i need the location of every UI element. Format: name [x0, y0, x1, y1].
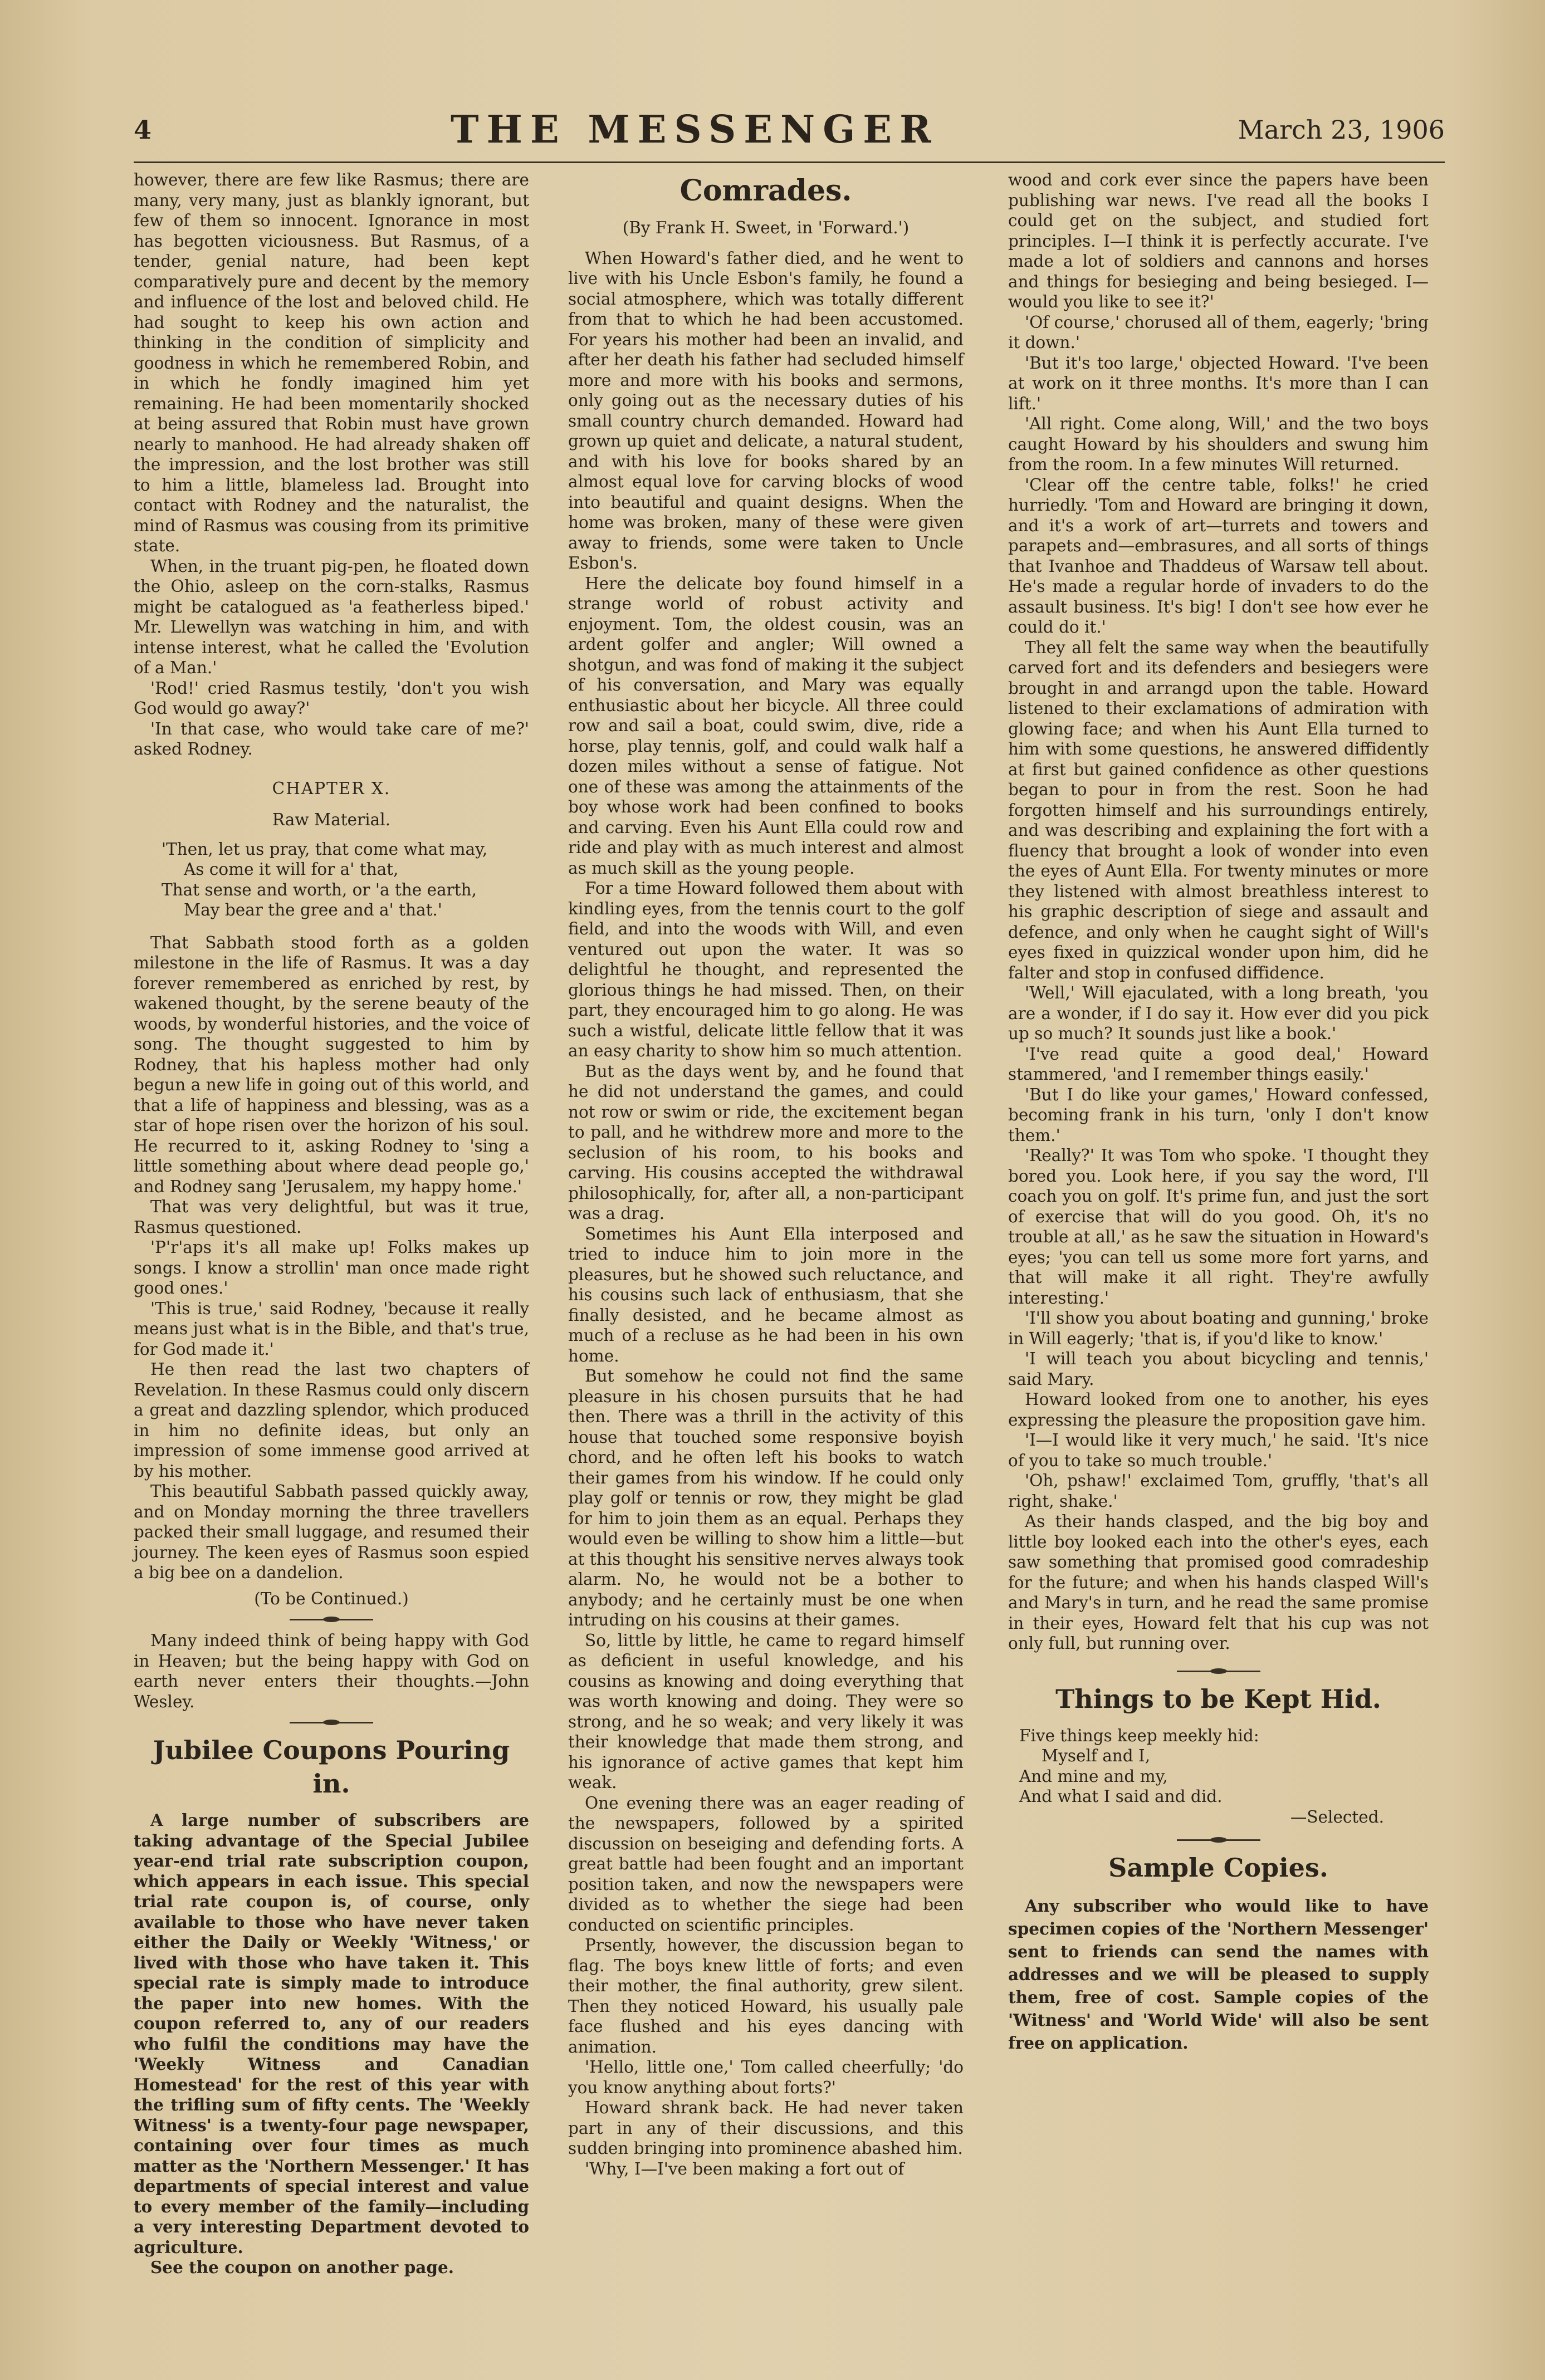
paragraph: They all felt the same way when the beautifully carved fort and its defenders and besiegers were brought in and arrangd upon the table. Howard listened to their exclamations of admiration with glowing face; and when his Aunt Ella turned to him with some questions, he answered diffidently at first but gained confidence as other questions began to pour in from the rest. Soon he had forgotten himself and his surroundings entirely, and was describing and explaining the fort with a fluency that brought a look of wonder into even the eyes of Aunt Ella. For twenty minutes or more they listened with almost breathless interest to his graphic description of siege and assault and defence, and only when he caught sight of Will's eyes fixed in quizzical wonder upon him, did he falter and stop in confused diffidence. — [1008, 638, 1429, 982]
paragraph: 'In that case, who would take care of me?' asked Rodney. — [134, 719, 529, 758]
paragraph: 'Well,' Will ejaculated, with a long breath, 'you are a wonder, if I do say it. How ever did you pick up so much? It sounds just like a book.' — [1008, 983, 1429, 1043]
things-credit: —Selected. — [1290, 1807, 1384, 1826]
paragraph: 'P'r'aps it's all make up! Folks makes up songs. I know a strollin' man once made right good ones.' — [134, 1238, 529, 1297]
paragraph: wood and cork ever since the papers have been publishing war news. I've read all the books I could get on the subject, and studied fort principles. I—I think it is perfectly accurate. I've made a lot of soldiers and cannons and horses and things for besieging and being besieged. I—would you like to see it?' — [1008, 170, 1429, 311]
paragraph: 'Why, I—I've been making a fort out of — [585, 2159, 904, 2178]
paragraph: 'This is true,' said Rodney, 'because it really means just what is in the Bible, and that's true, for God made it.' — [134, 1299, 529, 1359]
separator-rule — [1177, 1839, 1260, 1841]
separator-rule — [290, 1722, 373, 1723]
header-rule — [134, 161, 1445, 163]
paragraph: When, in the truant pig-pen, he floated down the Ohio, asleep on the corn-stalks, Rasmus might be catalogued as 'a featherless biped.' Mr. Llewellyn was watching in him, and with intense interest, what he called the 'Evolution of a Man.' — [134, 556, 529, 677]
byline: (By Frank H. Sweet, in 'Forward.') — [622, 218, 910, 237]
paragraph: 'Oh, pshaw!' exclaimed Tom, gruffly, 'that's all right, shake.' — [1008, 1471, 1429, 1511]
paragraph: So, little by little, he came to regard himself as deficient in useful knowledge, and his cousins as knowing and doing everything that was worth knowing and doing. They were so strong, and he so weak; and very likely it was their knowledge that made them strong, and his ignorance of active games that kept him weak. — [568, 1630, 964, 1792]
paragraph: 'I—I would like it very much,' he said. 'It's nice of you to take so much trouble.' — [1008, 1431, 1429, 1470]
paragraph: Here the delicate boy found himself in a strange world of robust activity and enjoyment. Tom, the oldest cousin, was an ardent golfer and angler; Will owned a shotgun, and was fond of making it the subject of his conversation, and Mary was equally enthusiastic about her bicycle. All three could row and sail a boat, could swim, dive, ride a horse, play tennis, golf, and could walk half a dozen miles without a sense of fatigue. Not one of these was among the attainments of the boy whose work had been confined to books and carving. Even his Aunt Ella could row and ride and play with as much interest and almost as much skill as the young people. — [568, 574, 964, 878]
paragraph: 'Hello, little one,' Tom called cheerfully; 'do you know anything about forts?' — [568, 2058, 964, 2097]
paragraph: 'I will teach you about bicycling and tennis,' said Mary. — [1008, 1349, 1429, 1389]
paragraph: One evening there was an eager reading of the newspapers, followed by a spirited discussion on beseiging and defending forts. A great battle had been fought and an important position taken, and now the newspapers were divided as to whether the siege had been conducted on scientific principles. — [568, 1793, 964, 1935]
paragraph: He then read the last two chapters of Revelation. In these Rasmus could only discern a great and dazzling splendor, which produced in him no definite ideas, but only an impression of some immense good arrived at by his mother. — [134, 1360, 529, 1481]
sample-copies-paragraph: Any subscriber who would like to have specimen copies of the 'Northern Messenger' sent to friends can send the names with addresses and we will be pleased to supply them, free of cost. Sample copies of the 'Witness' and 'World Wide' will also be sent free on application. — [1008, 1896, 1429, 2053]
paragraph: This beautiful Sabbath passed quickly away, and on Monday morning the three travellers packed their small luggage, and resumed their journey. The keen eyes of Rasmus soon espied a big bee on a dandelion. — [134, 1482, 529, 1582]
to-be-continued: (To be Continued.) — [254, 1589, 409, 1608]
paragraph: 'I'll show you about boating and gunning,' broke in Will eagerly; 'that is, if you'd like to know.' — [1008, 1309, 1429, 1348]
epigraph-poem — [134, 839, 529, 920]
poem-line: Five things keep meekly hid: — [1019, 1726, 1259, 1745]
paragraph: But as the days went by, and he found that he did not understand the games, and could not row or swim or ride, the excitement began to pall, and he withdrew more and more to the seclusion of his room, to his books and carving. His cousins accepted the withdrawal philosophically, for, after all, a non-participant was a drag. — [568, 1061, 964, 1223]
paragraph: But somehow he could not find the same pleasure in his chosen pursuits that he had then. There was a thrill in the activity of this house that touched some responsive boyish chord, and he often left his books to watch their games from his window. If he could only play golf or tennis or row, they might be glad for him to join them as an equal. Perhaps they would even be willing to show him a little—but at this thought his sensitive nerves always took alarm. No, he would not be a bother to anybody; and he certainly must be one when intruding on his cousins at their games. — [568, 1367, 964, 1629]
issue-date: March 23, 1906 — [1238, 114, 1445, 145]
paragraph: Howard looked from one to another, his eyes expressing the pleasure the proposition gave him. — [1008, 1390, 1429, 1429]
newspaper-title: THE MESSENGER — [451, 107, 939, 152]
poem-line: And mine and my, — [1019, 1766, 1168, 1786]
paragraph: That Sabbath stood forth as a golden milestone in the life of Rasmus. It was a day forever remembered as enriched by rest, by wakened thought, by the serene beauty of the woods, by wonderful histories, and the voice of song. The thought suggested to him by Rodney, that his hapless mother had only begun a new life in going out of this world, and that a life of happiness and blessing, was as a star of hope risen over the horizon of his soul. He recurred to it, asking Rodney to 'sing a little something about where dead people go,' and Rodney sang 'Jerusalem, my happy home.' — [134, 933, 529, 1196]
paragraph: 'Rod!' cried Rasmus testily, 'don't you wish God would go away?' — [134, 678, 529, 718]
paragraph: 'Clear off the centre table, folks!' he cried hurriedly. 'Tom and Howard are bringing it down, and it's a work of art—turrets and towers and parapets and—embrasures, and all sorts of things that Ivanhoe and Thaddeus of Warsaw tell about. He's made a regular horde of invaders to do the assault business. It's big! I don't see how ever he could do it.' — [1008, 475, 1429, 636]
things-heading: Things to be Kept Hid. — [1055, 1683, 1381, 1714]
poem-line: May bear the gree and a' that.' — [184, 900, 442, 919]
paragraph: 'All right. Come along, Will,' and the two boys caught Howard by his shoulders and swung him from the room. In a few minutes Will returned. — [1008, 414, 1429, 474]
paragraph: 'I've read quite a good deal,' Howard stammered, 'and I remember things easily.' — [1008, 1044, 1429, 1084]
comrades-heading: Comrades. — [679, 174, 852, 208]
column-2 — [568, 170, 964, 2179]
column-3 — [1008, 170, 1429, 2054]
paragraph: That was very delightful, but was it true, Rasmus questioned. — [134, 1197, 529, 1237]
poem-line: Myself and I, — [1042, 1746, 1151, 1765]
masthead — [134, 103, 1445, 156]
paragraph: 'But I do like your games,' Howard confessed, becoming frank in his turn, 'only I don't know them.' — [1008, 1085, 1429, 1145]
paragraph: 'Really?' It was Tom who spoke. 'I thought they bored you. Look here, if you say the word, I'll coach you on golf. It's prime fun, and just the sort of exercise that will do you good. Oh, it's no trouble at all,' as he saw the situation in Howard's eyes; 'you can tell us some more fort yarns, and that will make it all right. They're awfully interesting.' — [1008, 1146, 1429, 1307]
things-poem — [1008, 1726, 1429, 1828]
column-1 — [134, 170, 529, 2278]
poem-line: As come it will for a' that, — [184, 860, 399, 879]
paragraph: however, there are few like Rasmus; there are many, very many, just as blankly ignorant, but few of them so innocent. Ignorance in most has begotten viciousness. But Rasmus, of a tender, genial nature, had been kept comparatively pure and decent by the memory and influence of the lost and beloved child. He had sought to keep his own action and thinking in the condition of simplicity and goodness in which he remembered Robin, and in which he fondly imagined him yet remaining. He had been momentarily shocked at being assured that Robin must have grown nearly to manhood. He had already shaken off the impression, and the lost brother was still to him a little, blameless lad. Brought into contact with Rodney and the naturalist, the mind of Rasmus was cousing from its primitive state. — [134, 170, 529, 555]
sample-copies-heading: Sample Copies. — [1108, 1853, 1328, 1883]
jubilee-heading: Jubilee Coupons Pouring in. — [153, 1735, 510, 1799]
paragraph: 'But it's too large,' objected Howard. 'I've been at work on it three months. It's more than I can lift.' — [1008, 353, 1429, 413]
poem-line: 'Then, let us pray, that come what may, — [162, 839, 488, 859]
separator-rule — [290, 1619, 373, 1620]
paragraph: Prsently, however, the discussion began to flag. The boys knew little of forts; and even their mother, the final authority, grew silent. Then they noticed Howard, his usually pale face flushed and his eyes dancing with animation. — [568, 1936, 964, 2056]
paragraph: When Howard's father died, and he went to live with his Uncle Esbon's family, he found a social atmosphere, which was totally different from that to which he had been accustomed. For years his mother had been an invalid, and after her death his father had secluded himself more and more with his books and sermons, only going out as the necessary duties of his small country church demanded. Howard had grown up quiet and delicate, a natural student, and with his love for books shared by an almost equal love for carving blocks of wood into beautiful and quaint designs. When the home was broken, many of these were given away to friends, some were taken to Uncle Esbon's. — [568, 248, 964, 572]
jubilee-coupon-note: See the coupon on another page. — [150, 2257, 454, 2277]
paragraph: For a time Howard followed them about with kindling eyes, from the tennis court to the golf field, and into the woods with Will, and even ventured out upon the water. It was so delightful he thought, and represented the glorious things he had missed. Then, on their part, they encouraged him to go along. He was such a wistful, delicate little fellow that it was an easy charity to show him so much attention. — [568, 879, 964, 1060]
separator-rule — [1177, 1671, 1260, 1672]
wesley-quote: Many indeed think of being happy with God in Heaven; but the being happy with God on earth never enters their thoughts.—John Wesley. — [134, 1631, 529, 1711]
chapter-title: Raw Material. — [272, 810, 391, 829]
chapter-heading: CHAPTER X. — [272, 778, 391, 798]
poem-line: That sense and worth, or 'a the earth, — [162, 880, 477, 899]
page-number: 4 — [134, 114, 152, 145]
poem-line: And what I said and did. — [1019, 1787, 1223, 1806]
paragraph: As their hands clasped, and the big boy and little boy looked each into the other's eyes, each saw something that promised good comradeship for the future; and when his hands clasped Will's and Mary's in turn, and he read the same promise in their eyes, Howard felt that his cup was not only full, but running over. — [1008, 1512, 1429, 1653]
paragraph: Sometimes his Aunt Ella interposed and tried to induce him to join more in the pleasures, but he showed such reluctance, and his cousins such lack of enthusiasm, that she finally desisted, and he became almost as much of a recluse as he had been in his own home. — [568, 1224, 964, 1365]
jubilee-paragraph: A large number of subscribers are taking advantage of the Special Jubilee year-end trial rate subscription coupon, which appears in each issue. This special trial rate coupon is, of course, only available to those who have never taken either the Daily or Weekly 'Witness,' or lived with those who have taken it. This special rate is simply made to introduce the paper into new homes. With the coupon referred to, any of our readers who fulfil the conditions may have the 'Weekly Witness and Canadian Homestead' for the rest of this year with the trifling sum of fifty cents. The 'Weekly Witness' is a twenty-four page newspaper, containing over four times as much matter as the 'Northern Messenger.' It has departments of special interest and value to every member of the family—including a very interesting Department devoted to agriculture. — [134, 1810, 529, 2257]
paragraph: Howard shrank back. He had never taken part in any of their discussions, and this sudden bringing into prominence abashed him. — [568, 2098, 964, 2158]
paragraph: 'Of course,' chorused all of them, eagerly; 'bring it down.' — [1008, 312, 1429, 352]
